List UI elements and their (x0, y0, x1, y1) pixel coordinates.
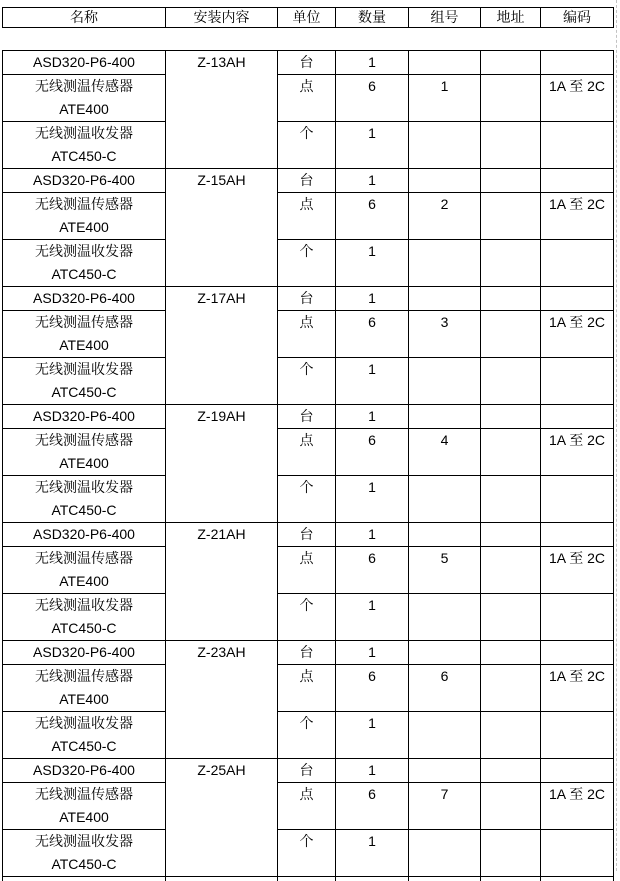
code-cell (541, 830, 614, 877)
unit-value: 台 (278, 759, 335, 782)
addr-cell (481, 287, 541, 311)
unit-value: 点 (278, 75, 335, 98)
addr-cell (481, 712, 541, 759)
page-break-line (616, 0, 617, 871)
install-cell (166, 405, 278, 523)
qty-cell (336, 783, 409, 830)
name-line2: ATC450-C (3, 499, 165, 522)
install-cell (166, 759, 278, 877)
addr-cell (481, 830, 541, 877)
name-cell (3, 594, 166, 641)
name-line2: ATE400 (3, 688, 165, 711)
unit-cell (278, 830, 336, 877)
code-value: 1A 至 2C (541, 665, 613, 688)
name-line1: 无线测温收发器 (3, 122, 165, 145)
unit-value: 点 (278, 193, 335, 216)
addr-cell (481, 169, 541, 193)
qty-cell (336, 122, 409, 169)
partial-cell (541, 877, 614, 881)
name-line1: 无线测温传感器 (3, 193, 165, 216)
table-row (3, 405, 614, 429)
group-cell (409, 51, 481, 75)
name-cell (3, 240, 166, 287)
unit-value: 个 (278, 358, 335, 381)
name-line2: ATE400 (3, 806, 165, 829)
code-cell (541, 193, 614, 240)
qty-cell (336, 665, 409, 712)
partial-cell (166, 877, 278, 881)
unit-cell (278, 783, 336, 830)
unit-cell (278, 122, 336, 169)
qty-cell (336, 594, 409, 641)
table-row (3, 712, 614, 759)
name-line1: 无线测温传感器 (3, 547, 165, 570)
addr-cell (481, 358, 541, 405)
qty-cell (336, 830, 409, 877)
group-cell (409, 169, 481, 193)
unit-value: 点 (278, 547, 335, 570)
table-row (3, 51, 614, 75)
table-row (3, 311, 614, 358)
code-cell (541, 311, 614, 358)
name-cell (3, 547, 166, 594)
name-line1: 无线测温收发器 (3, 240, 165, 263)
code-cell (541, 405, 614, 429)
partial-cell (481, 877, 541, 881)
code-cell (541, 547, 614, 594)
addr-cell (481, 476, 541, 523)
unit-value: 台 (278, 51, 335, 74)
unit-value: 个 (278, 594, 335, 617)
document-sheet (2, 7, 614, 881)
name-line2: ATC450-C (3, 853, 165, 876)
install-label: Z-25AH (166, 759, 277, 782)
install-cell (166, 287, 278, 405)
qty-cell (336, 193, 409, 240)
table-row (3, 429, 614, 476)
addr-cell (481, 429, 541, 476)
qty-value: 6 (336, 547, 408, 570)
install-label: Z-13AH (166, 51, 277, 74)
code-cell (541, 759, 614, 783)
qty-cell (336, 476, 409, 523)
unit-cell (278, 51, 336, 75)
qty-cell (336, 429, 409, 476)
partial-cell (278, 877, 336, 881)
partial-cell (3, 877, 166, 881)
column-header-unit: 单位 (278, 8, 336, 28)
code-value: 1A 至 2C (541, 75, 613, 98)
unit-cell (278, 641, 336, 665)
partial-cell (336, 877, 409, 881)
qty-cell (336, 405, 409, 429)
qty-value: 1 (336, 240, 408, 263)
group-cell (409, 358, 481, 405)
name-line2: ATC450-C (3, 735, 165, 758)
group-cell (409, 122, 481, 169)
name-cell (3, 641, 166, 665)
name-line1: ASD320-P6-400 (3, 51, 165, 74)
code-value: 1A 至 2C (541, 193, 613, 216)
name-line1: ASD320-P6-400 (3, 169, 165, 192)
table-row (3, 665, 614, 712)
group-value: 3 (409, 311, 480, 334)
qty-value: 6 (336, 665, 408, 688)
addr-cell (481, 311, 541, 358)
unit-value: 个 (278, 830, 335, 853)
code-cell (541, 665, 614, 712)
install-label: Z-21AH (166, 523, 277, 546)
unit-cell (278, 75, 336, 122)
unit-cell (278, 759, 336, 783)
code-cell (541, 169, 614, 193)
unit-cell (278, 193, 336, 240)
qty-value: 1 (336, 122, 408, 145)
table-row (3, 287, 614, 311)
unit-value: 点 (278, 665, 335, 688)
column-header-install: 安装内容 (166, 8, 278, 28)
code-value: 1A 至 2C (541, 783, 613, 806)
unit-value: 个 (278, 712, 335, 735)
equipment-table-body (3, 8, 614, 881)
addr-cell (481, 122, 541, 169)
qty-value: 1 (336, 523, 408, 546)
unit-cell (278, 169, 336, 193)
qty-cell (336, 547, 409, 594)
addr-cell (481, 405, 541, 429)
name-line1: 无线测温收发器 (3, 358, 165, 381)
name-cell (3, 75, 166, 122)
name-cell (3, 830, 166, 877)
name-line1: ASD320-P6-400 (3, 641, 165, 664)
qty-value: 1 (336, 594, 408, 617)
qty-value: 6 (336, 75, 408, 98)
group-cell (409, 240, 481, 287)
code-cell (541, 358, 614, 405)
name-line1: ASD320-P6-400 (3, 405, 165, 428)
group-cell (409, 830, 481, 877)
column-header-code: 编码 (541, 8, 614, 28)
code-cell (541, 240, 614, 287)
qty-value: 1 (336, 830, 408, 853)
name-line1: 无线测温传感器 (3, 783, 165, 806)
code-cell (541, 51, 614, 75)
qty-value: 1 (336, 169, 408, 192)
group-cell (409, 712, 481, 759)
group-cell (409, 523, 481, 547)
name-line2: ATE400 (3, 334, 165, 357)
group-cell (409, 641, 481, 665)
group-value: 5 (409, 547, 480, 570)
table-row (3, 783, 614, 830)
name-cell (3, 783, 166, 830)
code-cell (541, 75, 614, 122)
addr-cell (481, 641, 541, 665)
addr-cell (481, 523, 541, 547)
group-cell (409, 594, 481, 641)
spacer-row (3, 28, 614, 51)
install-cell (166, 169, 278, 287)
name-line1: 无线测温传感器 (3, 665, 165, 688)
qty-cell (336, 759, 409, 783)
code-cell (541, 122, 614, 169)
partial-cell (409, 877, 481, 881)
name-line1: ASD320-P6-400 (3, 759, 165, 782)
group-cell (409, 476, 481, 523)
unit-cell (278, 311, 336, 358)
qty-value: 6 (336, 783, 408, 806)
group-cell (409, 405, 481, 429)
table-row (3, 594, 614, 641)
name-cell (3, 665, 166, 712)
name-line1: 无线测温收发器 (3, 712, 165, 735)
code-cell (541, 594, 614, 641)
code-cell (541, 523, 614, 547)
install-cell (166, 641, 278, 759)
partial-row (3, 877, 614, 881)
group-cell (409, 75, 481, 122)
unit-cell (278, 240, 336, 287)
install-label: Z-19AH (166, 405, 277, 428)
name-line2: ATC450-C (3, 263, 165, 286)
qty-value: 1 (336, 51, 408, 74)
name-cell (3, 476, 166, 523)
group-value: 4 (409, 429, 480, 452)
name-cell (3, 759, 166, 783)
name-cell (3, 405, 166, 429)
qty-cell (336, 287, 409, 311)
unit-value: 台 (278, 287, 335, 310)
name-cell (3, 311, 166, 358)
name-line1: 无线测温传感器 (3, 311, 165, 334)
unit-cell (278, 429, 336, 476)
addr-cell (481, 51, 541, 75)
group-cell (409, 429, 481, 476)
name-cell (3, 51, 166, 75)
name-line2: ATE400 (3, 452, 165, 475)
name-line1: ASD320-P6-400 (3, 287, 165, 310)
qty-value: 1 (336, 476, 408, 499)
name-line1: 无线测温收发器 (3, 476, 165, 499)
group-cell (409, 783, 481, 830)
addr-cell (481, 240, 541, 287)
qty-cell (336, 51, 409, 75)
group-cell (409, 193, 481, 240)
unit-value: 台 (278, 405, 335, 428)
table-row (3, 193, 614, 240)
unit-value: 点 (278, 783, 335, 806)
table-row (3, 523, 614, 547)
qty-value: 1 (336, 759, 408, 782)
unit-value: 个 (278, 476, 335, 499)
name-line2: ATC450-C (3, 617, 165, 640)
group-cell (409, 311, 481, 358)
qty-value: 1 (336, 287, 408, 310)
name-cell (3, 122, 166, 169)
qty-cell (336, 311, 409, 358)
group-cell (409, 665, 481, 712)
unit-value: 个 (278, 122, 335, 145)
qty-value: 6 (336, 311, 408, 334)
qty-cell (336, 240, 409, 287)
code-cell (541, 641, 614, 665)
name-line1: 无线测温传感器 (3, 429, 165, 452)
header-row (3, 8, 614, 28)
unit-cell (278, 476, 336, 523)
column-header-group: 组号 (409, 8, 481, 28)
name-line2: ATE400 (3, 98, 165, 121)
name-line2: ATC450-C (3, 381, 165, 404)
qty-cell (336, 641, 409, 665)
table-row (3, 476, 614, 523)
group-cell (409, 547, 481, 594)
addr-cell (481, 193, 541, 240)
addr-cell (481, 75, 541, 122)
table-row (3, 547, 614, 594)
group-cell (409, 287, 481, 311)
qty-value: 1 (336, 641, 408, 664)
name-line2: ATE400 (3, 216, 165, 239)
table-row (3, 759, 614, 783)
column-header-qty: 数量 (336, 8, 409, 28)
name-line2: ATC450-C (3, 145, 165, 168)
code-value: 1A 至 2C (541, 311, 613, 334)
code-value: 1A 至 2C (541, 547, 613, 570)
unit-cell (278, 523, 336, 547)
addr-cell (481, 594, 541, 641)
addr-cell (481, 759, 541, 783)
equipment-table (2, 7, 614, 881)
install-label: Z-23AH (166, 641, 277, 664)
table-row (3, 358, 614, 405)
table-row (3, 122, 614, 169)
code-cell (541, 429, 614, 476)
group-value: 6 (409, 665, 480, 688)
unit-cell (278, 287, 336, 311)
unit-cell (278, 594, 336, 641)
unit-value: 台 (278, 641, 335, 664)
name-cell (3, 429, 166, 476)
qty-cell (336, 358, 409, 405)
table-row (3, 169, 614, 193)
table-row (3, 830, 614, 877)
code-cell (541, 783, 614, 830)
qty-value: 6 (336, 193, 408, 216)
name-cell (3, 712, 166, 759)
group-value: 1 (409, 75, 480, 98)
addr-cell (481, 547, 541, 594)
addr-cell (481, 665, 541, 712)
column-header-addr: 地址 (481, 8, 541, 28)
unit-cell (278, 712, 336, 759)
code-cell (541, 287, 614, 311)
qty-cell (336, 523, 409, 547)
column-header-name: 名称 (3, 8, 166, 28)
group-value: 7 (409, 783, 480, 806)
name-cell (3, 287, 166, 311)
unit-value: 台 (278, 169, 335, 192)
unit-cell (278, 547, 336, 594)
table-row (3, 240, 614, 287)
name-line2: ATE400 (3, 570, 165, 593)
qty-cell (336, 169, 409, 193)
install-cell (166, 51, 278, 169)
group-cell (409, 759, 481, 783)
unit-cell (278, 358, 336, 405)
code-value: 1A 至 2C (541, 429, 613, 452)
name-cell (3, 523, 166, 547)
code-cell (541, 712, 614, 759)
install-cell (166, 523, 278, 641)
qty-value: 6 (336, 429, 408, 452)
qty-value: 1 (336, 712, 408, 735)
name-cell (3, 193, 166, 240)
name-line1: ASD320-P6-400 (3, 523, 165, 546)
unit-cell (278, 665, 336, 712)
install-label: Z-17AH (166, 287, 277, 310)
qty-value: 1 (336, 405, 408, 428)
addr-cell (481, 783, 541, 830)
name-line1: 无线测温传感器 (3, 75, 165, 98)
unit-cell (278, 405, 336, 429)
unit-value: 点 (278, 429, 335, 452)
install-label: Z-15AH (166, 169, 277, 192)
qty-cell (336, 712, 409, 759)
qty-value: 1 (336, 358, 408, 381)
group-value: 2 (409, 193, 480, 216)
table-row (3, 641, 614, 665)
name-cell (3, 169, 166, 193)
name-line1: 无线测温收发器 (3, 594, 165, 617)
unit-value: 点 (278, 311, 335, 334)
spacer-cell (3, 28, 614, 51)
unit-value: 台 (278, 523, 335, 546)
name-line1: 无线测温收发器 (3, 830, 165, 853)
qty-cell (336, 75, 409, 122)
code-cell (541, 476, 614, 523)
name-cell (3, 358, 166, 405)
unit-value: 个 (278, 240, 335, 263)
table-row (3, 75, 614, 122)
